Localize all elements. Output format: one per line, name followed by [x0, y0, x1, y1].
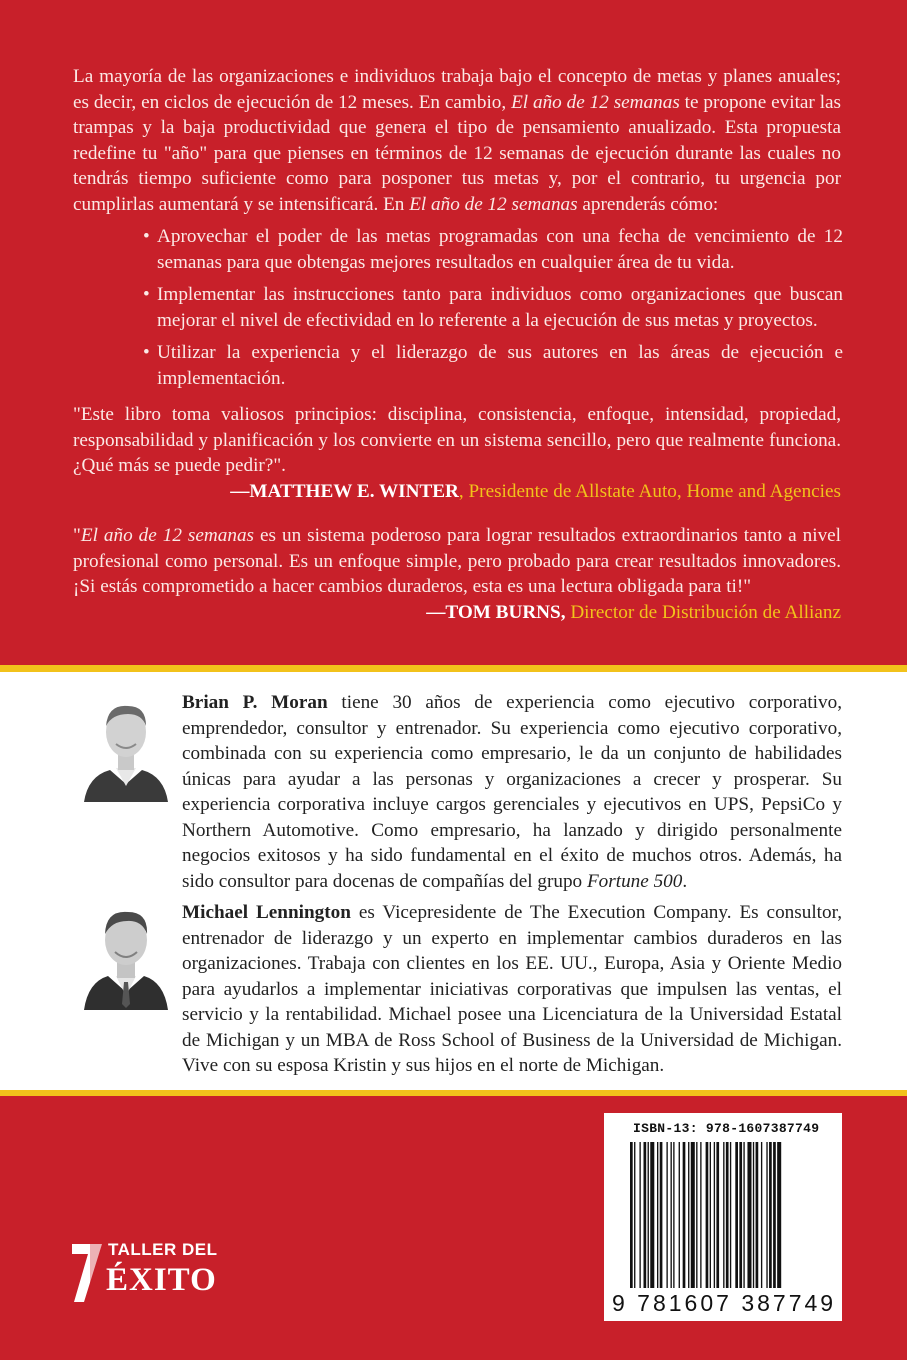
testimonial-attribution [73, 479, 841, 505]
testimonial-winter [73, 402, 841, 504]
author-name: Brian P. Moran [182, 692, 328, 713]
testimonial-text: "Este libro toma valiosos principios: disciplina, consistencia, enfoque, intensidad, propiedad, responsabilidad y planificación y los convierte en un sistema sencillo, pero que realmente funciona. ¿Qué más se puede pedir?". [73, 404, 841, 476]
benefit-item: • Implementar las instrucciones tanto para individuos como organizaciones que buscan mejorar el nivel de efectividad en lo referente a la ejecución de sus metas y proyectos. [143, 282, 843, 333]
intro-text-2: te propone evitar las trampas y la baja productividad que genera el tipo de pensamiento anualizado. Esta propuesta redefine tu "año" para que pienses en términos de 12 semanas de ejecución durante las cuales no tendrás tiempo suficiente como para posponer tus metas y, por el contrario, tu urgencia por cumplirlas aumentará y se intensificará. En [73, 91, 842, 215]
testimonial-author: —TOM BURNS, [426, 601, 566, 623]
benefit-item: • Aprovechar el poder de las metas programadas con una fecha de vencimiento de 12 semanas para que obtengas mejores resultados en cualquier área de tu vida. [143, 224, 843, 275]
publisher-name-line1: TALLER DEL [108, 1240, 218, 1259]
author-bio-text: es Vicepresidente de The Execution Company. Es consultor, entrenador de liderazgo y un experto en implementar cambios duraderos en las organizaciones. Trabaja con clientes en los EE. UU., Europa, Asia y Oriente Medio para ayudarlos a implementar iniciativas corporativas que impulsen las ventas, el servicio y la rentabilidad. Michael posee una Licenciatura de la Universidad Estatal de Michigan y un MBA de Ross School of Business de la Universidad de Michigan. Vive con su esposa Kristin y sus hijos en el norte de Michigan. [182, 902, 842, 1076]
barcode-icon [628, 1142, 824, 1288]
testimonial-role: , Presidente de Allstate Auto, Home and Agencies [458, 480, 841, 502]
author-bio-end: . [682, 870, 688, 892]
testimonial-attribution [73, 600, 841, 626]
quote-open: " [73, 525, 81, 546]
gold-divider-top [0, 665, 907, 672]
benefits-list [143, 224, 843, 398]
barcode-number: 9 781607 387749 [612, 1290, 837, 1316]
author-photo-michael-lennington [82, 900, 170, 1010]
author-bio-emphasis: Fortune 500 [586, 870, 683, 892]
author-bio-text: tiene 30 años de experiencia como ejecutivo corporativo, emprendedor, consultor y entrenador. Su experiencia como ejecutivo corporativo, combinada con su experiencia como empresario, le da un conjunto de habilidades únicas para ayudar a las personas y organizaciones a crecer y prosperar. Su experiencia corporativa incluye cargos gerenciales y ejecutivos en UPS, PepsiCo y Northern Automotive. Como empresario, ha lanzado y dirigido personalmente negocios exitosos y ha sido fundamental en el éxito de muchos otros. Además, ha sido consultor para docenas de compañías del grupo [182, 692, 842, 892]
intro-text-1: La mayoría de las organizaciones e individuos trabaja bajo el concepto de metas y planes anuales; es decir, en ciclos de ejecución de 12 meses. En cambio, [73, 66, 841, 113]
testimonial-book-title: El año de 12 semanas [80, 525, 255, 546]
testimonial-role: Director de Distribución de Allianz [565, 601, 841, 623]
testimonial-text [73, 523, 841, 600]
testimonial-author: —MATTHEW E. WINTER [230, 480, 459, 502]
author-photo-brian-moran [82, 692, 170, 802]
intro-book-title-1: El año de 12 semanas [511, 91, 680, 113]
testimonial-body: es un sistema poderoso para lograr resultados extraordinarios tanto a nivel profesional como personal. Es un enfoque simple, pero probado para crear resultados innovadores. ¡Si estás comprometido a hacer cambios duraderos, esta es una lectura obligada para ti!" [73, 525, 842, 597]
description-panel [0, 0, 907, 665]
testimonial-burns [73, 523, 841, 625]
author-bio-michael-lennington [182, 900, 842, 1079]
publisher-name-line2: ÉXITO [106, 1262, 217, 1298]
intro-text-3: aprenderás cómo: [577, 193, 719, 215]
isbn-label: ISBN-13: 978-1607387749 [633, 1121, 820, 1136]
author-bio-brian-moran [182, 690, 842, 894]
benefit-item: • Utilizar la experiencia y el liderazgo de sus autores en las áreas de ejecución e implementación. [143, 340, 843, 391]
author-name: Michael Lennington [182, 902, 351, 923]
intro-book-title-2: El año de 12 semanas [409, 193, 578, 215]
intro-paragraph [73, 64, 841, 217]
